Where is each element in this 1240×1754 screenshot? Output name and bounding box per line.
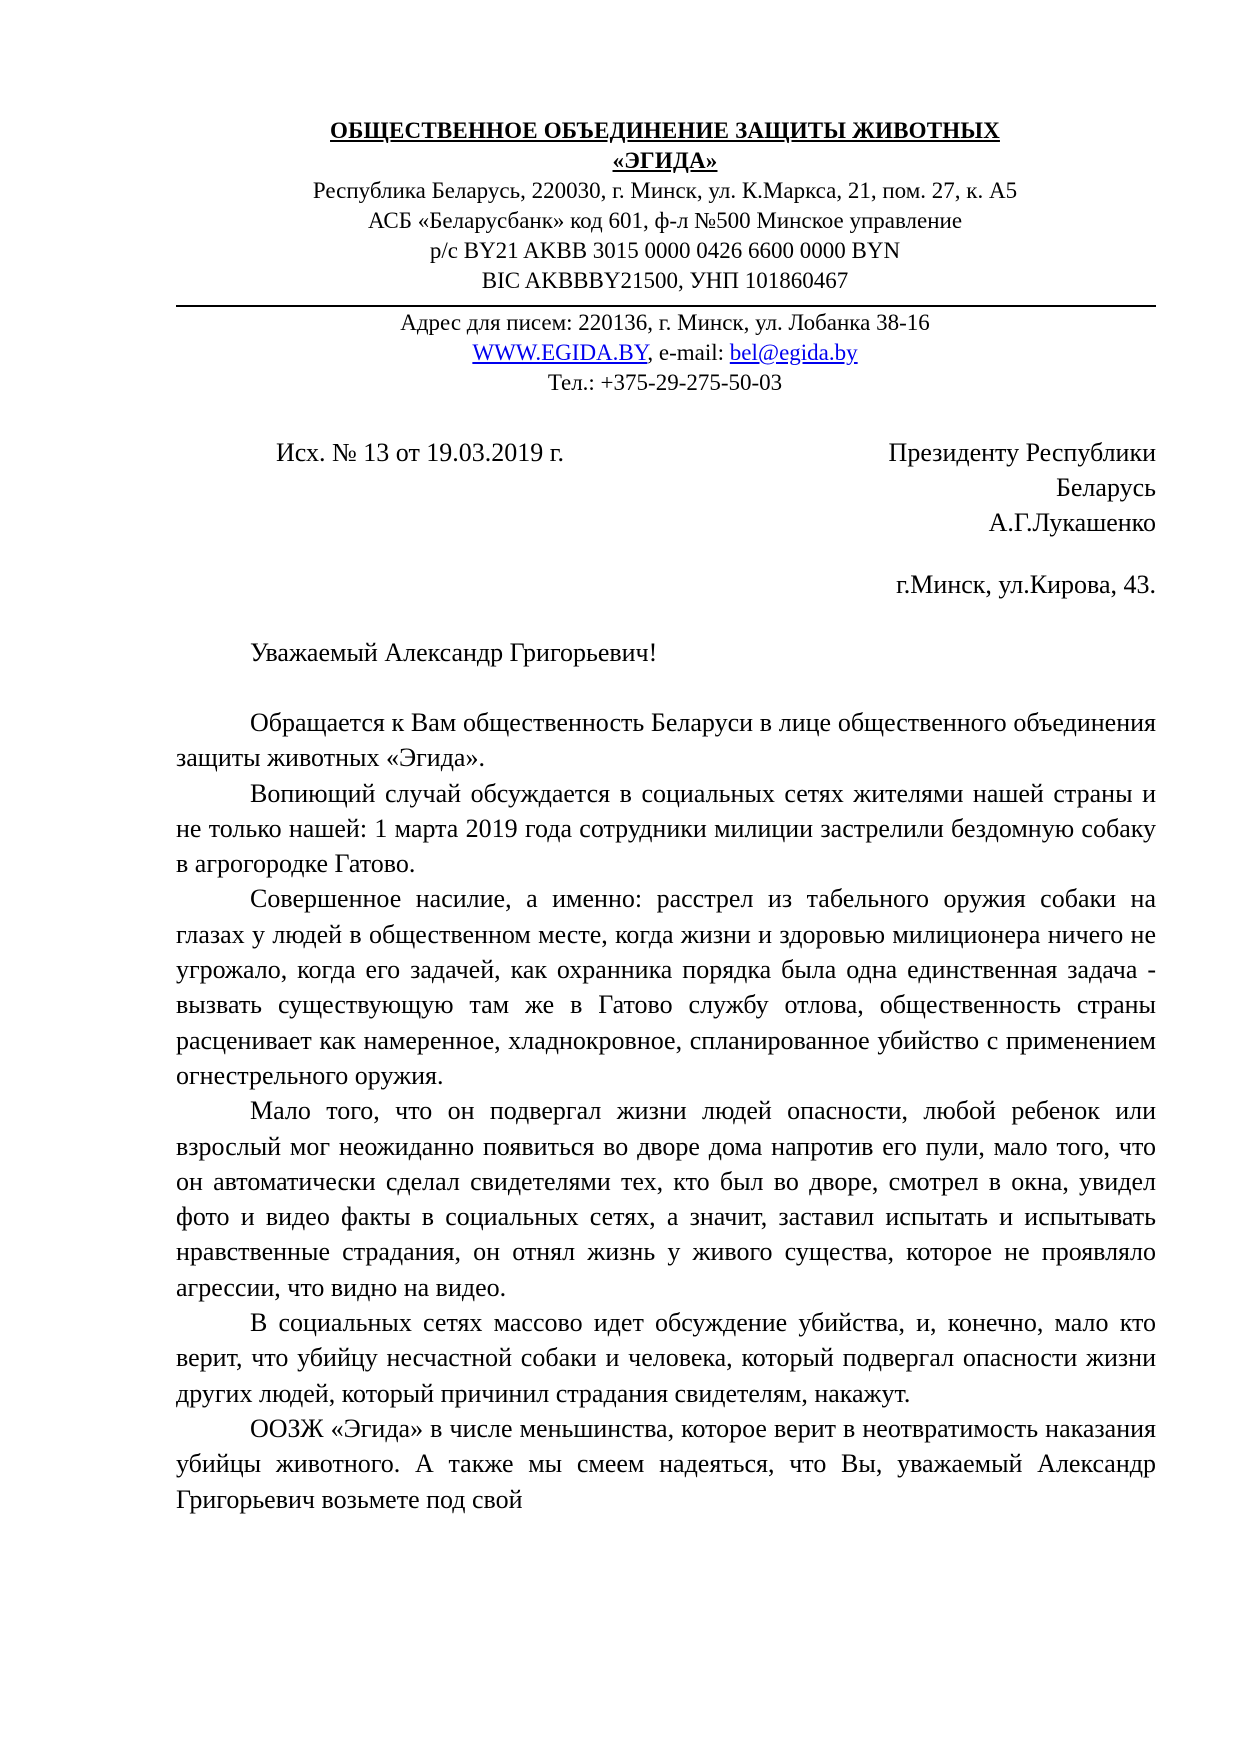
bank-account: р/с BY21 AKBB 3015 0000 0426 6600 0000 BYN	[429, 238, 901, 263]
contact-block	[176, 308, 1154, 398]
header-divider	[176, 305, 1156, 307]
paragraph: Совершенное насилие, а именно: расстрел из табельного оружия собаки на глазах у людей в общественном месте, когда жизни и здоровью милиционера ничего не угрожало, когда его задачей, как охранника порядка была одна единственная задача - вызвать существующую там же в Гатово службу отлова, общественность страны расценивает как намеренное, хладнокровное, спланированное убийство с применением огнестрельного оружия.	[176, 884, 1156, 1090]
org-name-line2: «ЭГИДА»	[612, 148, 718, 173]
bic-info: BIC AKBBBY21500, УНП 101860467	[481, 268, 849, 293]
org-name-line1: ОБЩЕСТВЕННОЕ ОБЪЕДИНЕНИЕ ЗАЩИТЫ ЖИВОТНЫХ	[330, 118, 1000, 143]
letterhead	[176, 116, 1154, 296]
paragraph: Мало того, что он подвергал жизни людей опасности, любой ребенок или взрослый мог неожиданно появиться во дворе дома напротив его пули, мало того, что он автоматически сделал свидетелями тех, кто был во дворе, смотрел в окна, увидел фото и видео факты в социальных сетях, а значит, заставил испытать и испытывать нравственные страдания, он отнял жизнь у живого существа, которое не проявляло агрессии, что видно на видео.	[176, 1096, 1156, 1302]
website-link[interactable]: WWW.EGIDA.BY	[472, 340, 648, 365]
recipient-block	[889, 435, 1156, 540]
recipient-line2: Беларусь	[1055, 473, 1156, 502]
recipient-line1: Президенту Республики	[888, 438, 1156, 467]
letter-body	[176, 705, 1156, 1517]
org-address: Республика Беларусь, 220030, г. Минск, ул. К.Маркса, 21, пом. 27, к. А5	[312, 178, 1018, 203]
recipient-address: г.Минск, ул.Кирова, 43.	[896, 570, 1156, 599]
mail-address: Адрес для писем: 220136, г. Минск, ул. Лобанка 38-16	[400, 310, 930, 335]
email-link[interactable]: bel@egida.by	[729, 340, 858, 365]
bank-info: АСБ «Беларусбанк» код 601, ф-л №500 Минское управление	[367, 208, 963, 233]
email-prefix: , e-mail:	[647, 340, 730, 365]
paragraph: ООЗЖ «Эгида» в числе меньшинства, которое верит в неотвратимость наказания убийцы животного. А также мы смеем надеяться, что Вы, уважаемый Александр Григорьевич возьмете под свой	[176, 1413, 1156, 1514]
recipient-line3: А.Г.Лукашенко	[988, 508, 1156, 537]
phone: Тел.: +375-29-275-50-03	[547, 370, 783, 395]
outgoing-number: Исх. № 13 от 19.03.2019 г.	[276, 438, 565, 467]
web-contacts	[176, 338, 1154, 368]
paragraph: Обращается к Вам общественность Беларуси в лице общественного объединения защиты животных «Эгида».	[176, 708, 1156, 773]
paragraph: В социальных сетях массово идет обсуждение убийства, и, конечно, мало кто верит, что убийцу несчастной собаки и человека, который подвергал опасности жизни других людей, который причинил страдания свидетелям, накажут.	[176, 1308, 1156, 1408]
paragraph: Вопиющий случай обсуждается в социальных сетях жителями нашей страны и не только нашей: 1 марта 2019 года сотрудники милиции застрелили бездомную собаку в агрогородке Гатово.	[176, 778, 1156, 879]
greeting: Уважаемый Александр Григорьевич!	[250, 638, 658, 667]
